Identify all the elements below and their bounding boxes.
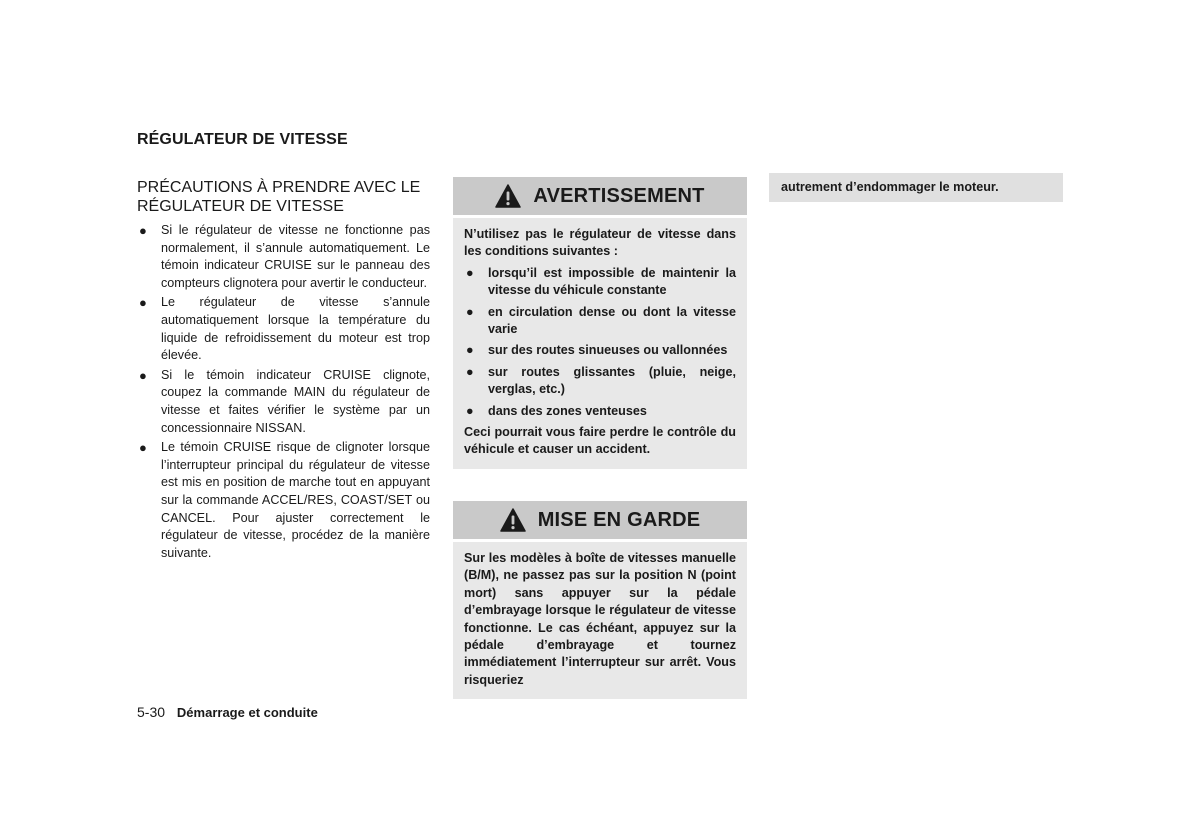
- list-item: ● Si le témoin indicateur CRUISE clignote, coupez la commande MAIN du régulateur de vitesse et faites vérifier le système par un concessionnaire NISSAN.: [139, 367, 430, 435]
- list-item: ● lorsqu’il est impossible de maintenir la vitesse du véhicule constante: [466, 265, 736, 298]
- precautions-column: [137, 178, 430, 564]
- warning-outro: Ceci pourrait vous faire perdre le contrôle du véhicule et causer un accident.: [464, 425, 736, 457]
- caution-text: Sur les modèles à boîte de vitesses manuelle (B/M), ne passez pas sur la position N (point mort) sans appuyer sur la pédale d’embrayage lorsque le régulateur de vitesse fonctionne. Le cas échéant, appuyez sur la pédale d’embrayage et tournez immédiatement l’interrupteur sur arrêt. Vous risqueriez: [464, 551, 736, 687]
- chapter-title: Démarrage et conduite: [176, 705, 318, 720]
- section-title: RÉGULATEUR DE VITESSE: [137, 131, 348, 148]
- precautions-subtitle: PRÉCAUTIONS À PRENDRE AVEC LE RÉGULATEUR DE VITESSE: [137, 179, 421, 215]
- warning-header: [453, 177, 747, 218]
- bullet-icon: ●: [466, 364, 474, 379]
- warning-list: [464, 265, 736, 420]
- bullet-icon: ●: [466, 343, 474, 358]
- list-item: ● sur routes glissantes (pluie, neige, verglas, etc.): [466, 364, 736, 397]
- continuation-box: autrement d’endommager le moteur.: [769, 173, 1063, 202]
- list-item: ● dans des zones venteuses: [464, 403, 736, 420]
- caution-header: [453, 501, 747, 542]
- bullet-icon: ●: [466, 265, 474, 280]
- bullet-icon: ●: [466, 403, 474, 418]
- caution-body: [453, 542, 747, 699]
- page-number: 5-30: [137, 704, 166, 720]
- caution-title: MISE EN GARDE: [537, 508, 701, 531]
- warning-box: [453, 177, 747, 469]
- bullet-icon: ●: [139, 295, 147, 311]
- list-item: ● sur des routes sinueuses ou vallonnées: [464, 342, 736, 359]
- bullet-icon: ●: [139, 223, 147, 238]
- bullet-icon: ●: [466, 304, 474, 319]
- page-footer: [137, 704, 318, 720]
- caution-box: [453, 501, 747, 699]
- warning-triangle-icon: [500, 508, 526, 532]
- warning-body: [453, 218, 747, 469]
- list-item: ● Le régulateur de vitesse s’annule automatiquement lorsque la température du liquide de refroidissement du moteur est trop élevée.: [139, 295, 430, 363]
- list-item: ● Si le régulateur de vitesse ne fonctionne pas normalement, il s’annule automatiquement. Le témoin indicateur CRUISE sur le panneau des compteurs clignotera pour avertir le conducteur.: [139, 223, 430, 290]
- bullet-icon: ●: [139, 440, 147, 456]
- list-item: ● Le témoin CRUISE risque de clignoter lorsque l’interrupteur principal du régulateur de vitesse est mis en position de marche tout en appuyant sur la commande ACCEL/RES, COAST/SET ou CANCEL. Pour ajuster correctement le régulateur de vitesse, procédez de la manière suivante.: [139, 440, 430, 560]
- warning-triangle-icon: [495, 184, 521, 208]
- bullet-icon: ●: [139, 367, 147, 383]
- warning-title: AVERTISSEMENT: [533, 184, 705, 207]
- list-item: ● en circulation dense ou dont la vitesse varie: [466, 304, 736, 337]
- precautions-list: [137, 222, 430, 562]
- warning-intro: N’utilisez pas le régulateur de vitesse dans les conditions suivantes :: [464, 227, 736, 259]
